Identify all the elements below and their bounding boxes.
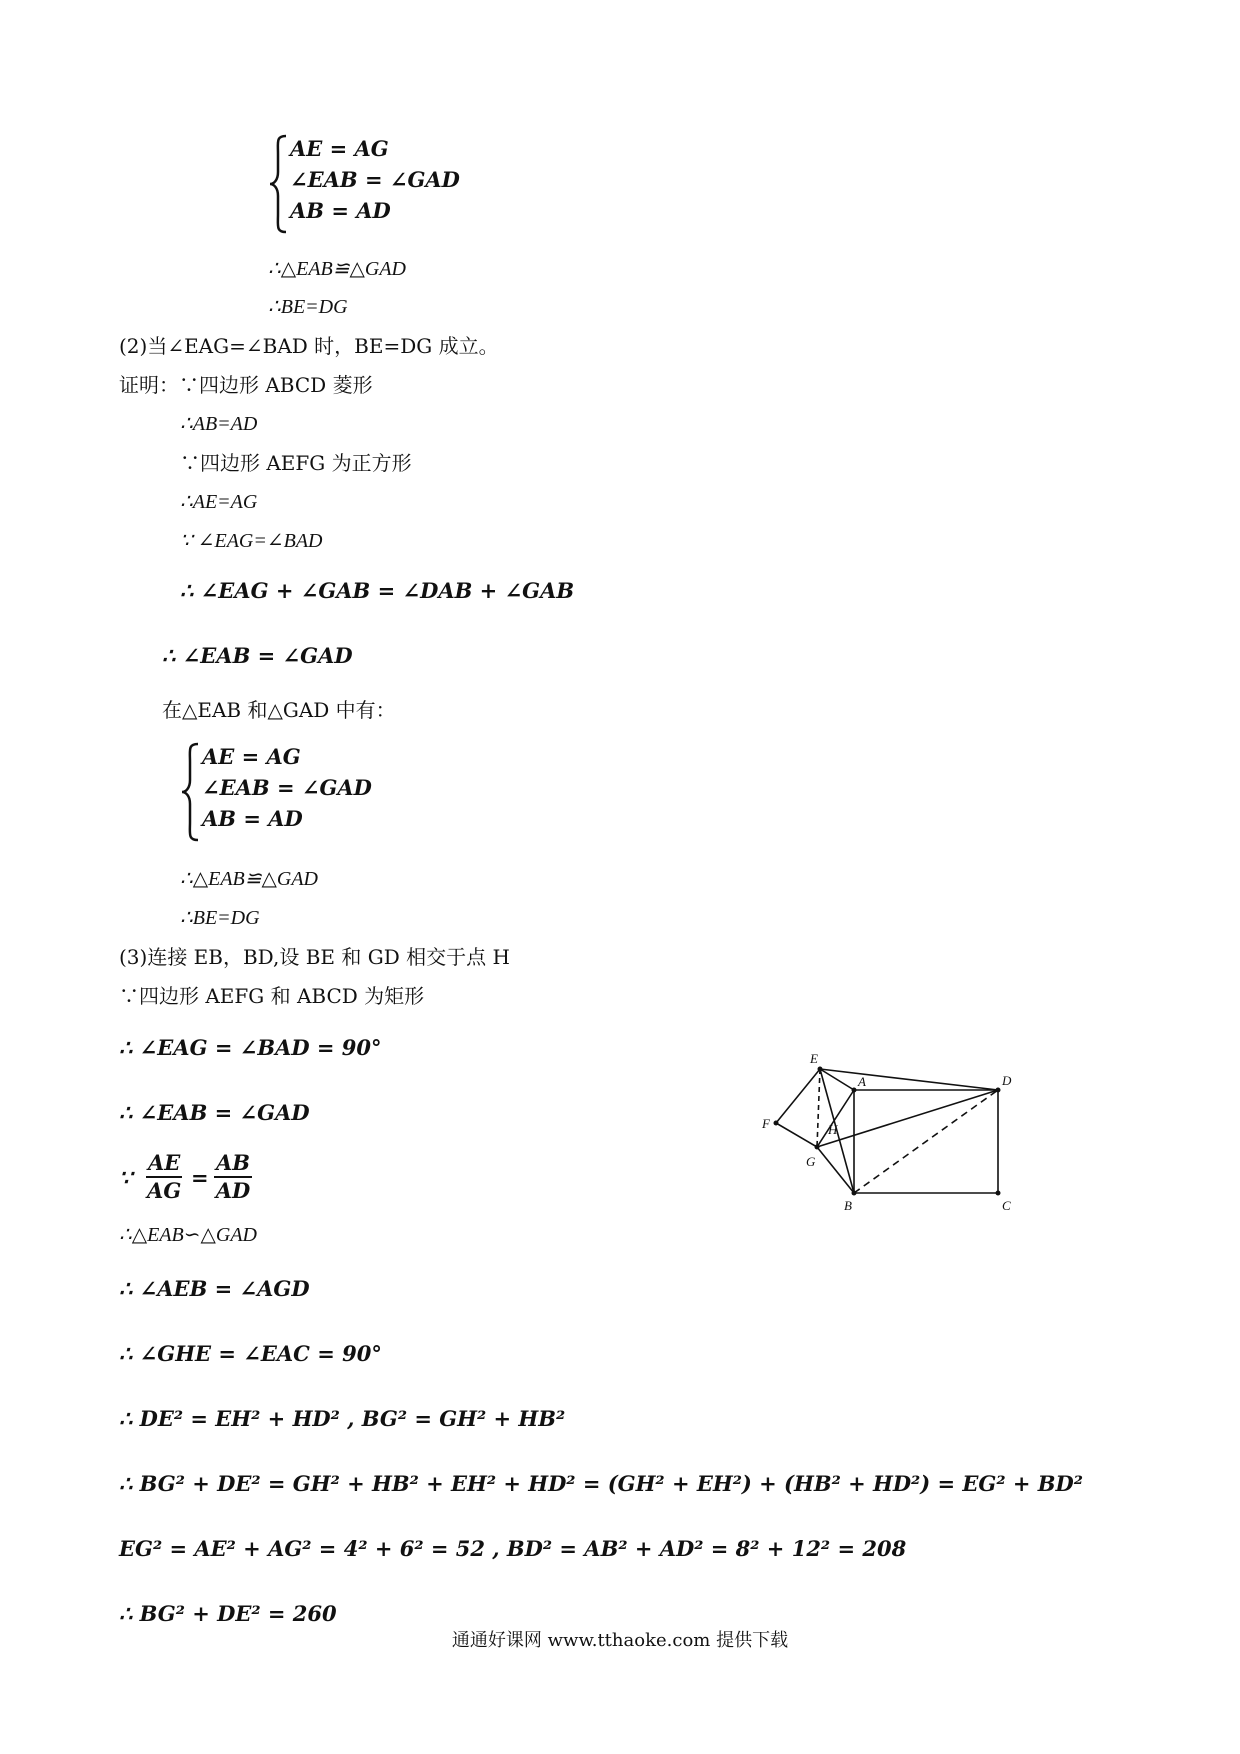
part3-step1: ∴ ∠EAG = ∠BAD = 90° — [119, 1035, 382, 1060]
page-footer: 通通好课网 www.tthaoke.com 提供下载 — [451, 1630, 789, 1651]
system2-row2: ∠EAB = ∠GAD — [202, 775, 372, 800]
system1-row1: AE = AG — [290, 136, 389, 161]
part3-similar: ∴△EAB∽△GAD — [119, 1224, 257, 1246]
fraction-ae-ag — [146, 1150, 182, 1204]
part3-step5: ∴ ∠GHE = ∠EAC = 90° — [119, 1341, 382, 1366]
system2-row3: AB = AD — [202, 806, 303, 831]
part2-step5: ∴ ∠EAG + ∠GAB = ∠DAB + ∠GAB — [180, 578, 575, 603]
part1-result: ∴BE=DG — [268, 296, 348, 318]
label-d: D — [1002, 1073, 1012, 1088]
part3-step9: ∴ BG² + DE² = 260 — [119, 1601, 337, 1626]
fraction-denominator: AG — [147, 1178, 182, 1203]
part2-step2: ∵四边形 AEFG 为正方形 — [180, 451, 412, 475]
part2-in-triangles: 在△EAB 和△GAD 中有： — [162, 698, 396, 722]
left-brace-icon — [268, 134, 290, 234]
fraction-numerator: AB — [214, 1150, 252, 1178]
part3-step2: ∴ ∠EAB = ∠GAD — [119, 1100, 310, 1125]
system2-row1: AE = AG — [202, 744, 301, 769]
label-h: H — [828, 1122, 838, 1137]
part2-result: ∴BE=DG — [180, 907, 260, 929]
part3-because: ∵ — [119, 1165, 133, 1190]
label-g: G — [806, 1154, 816, 1169]
part2-step3: ∴AE=AG — [180, 491, 258, 513]
part2-proof-intro: 证明：∵四边形 ABCD 菱形 — [119, 373, 373, 397]
label-e: E — [810, 1051, 818, 1066]
part3-header: (3)连接 EB，BD,设 BE 和 GD 相交于点 H — [119, 945, 510, 969]
equals-sign: = — [191, 1165, 209, 1190]
part3-step8: EG² = AE² + AG² = 4² + 6² = 52 , BD² = AB² + AD² = 8² + 12² = 208 — [119, 1536, 907, 1561]
part2-step4: ∵ ∠EAG=∠BAD — [180, 530, 323, 552]
system1-row2: ∠EAB = ∠GAD — [290, 167, 460, 192]
label-a: A — [858, 1074, 866, 1089]
part3-step6: ∴ DE² = EH² + HD² , BG² = GH² + HB² — [119, 1406, 566, 1431]
part3-step4: ∴ ∠AEB = ∠AGD — [119, 1276, 310, 1301]
fraction-denominator: AD — [215, 1178, 251, 1203]
fraction-numerator: AE — [146, 1150, 182, 1178]
equation-system-2 — [180, 742, 420, 842]
label-f: F — [762, 1116, 770, 1131]
system1-row3: AB = AD — [290, 198, 391, 223]
left-brace-icon — [180, 742, 202, 842]
fraction-ab-ad — [214, 1150, 252, 1204]
part2-step1: ∴AB=AD — [180, 413, 258, 435]
quadrilateral-aefg — [776, 1069, 854, 1147]
equation-system-1 — [268, 134, 508, 234]
part1-congruent: ∴△EAB≌△GAD — [268, 258, 406, 280]
segment-eg-dashed — [817, 1069, 820, 1147]
segment-gd — [817, 1090, 998, 1147]
label-c: C — [1002, 1198, 1011, 1213]
segment-ed — [820, 1069, 998, 1090]
part2-header: (2)当∠EAG=∠BAD 时，BE=DG 成立。 — [119, 334, 499, 358]
part3-step7: ∴ BG² + DE² = GH² + HB² + EH² + HD² = (GH² + EH²) + (HB² + HD²) = EG² + BD² — [119, 1471, 1083, 1496]
part2-congruent: ∴△EAB≌△GAD — [180, 868, 318, 890]
geometry-figure — [752, 1044, 1052, 1224]
part2-step6: ∴ ∠EAB = ∠GAD — [162, 643, 353, 668]
segment-bd-dashed — [854, 1090, 998, 1193]
part3-given: ∵四边形 AEFG 和 ABCD 为矩形 — [119, 984, 425, 1008]
label-b: B — [844, 1198, 852, 1213]
